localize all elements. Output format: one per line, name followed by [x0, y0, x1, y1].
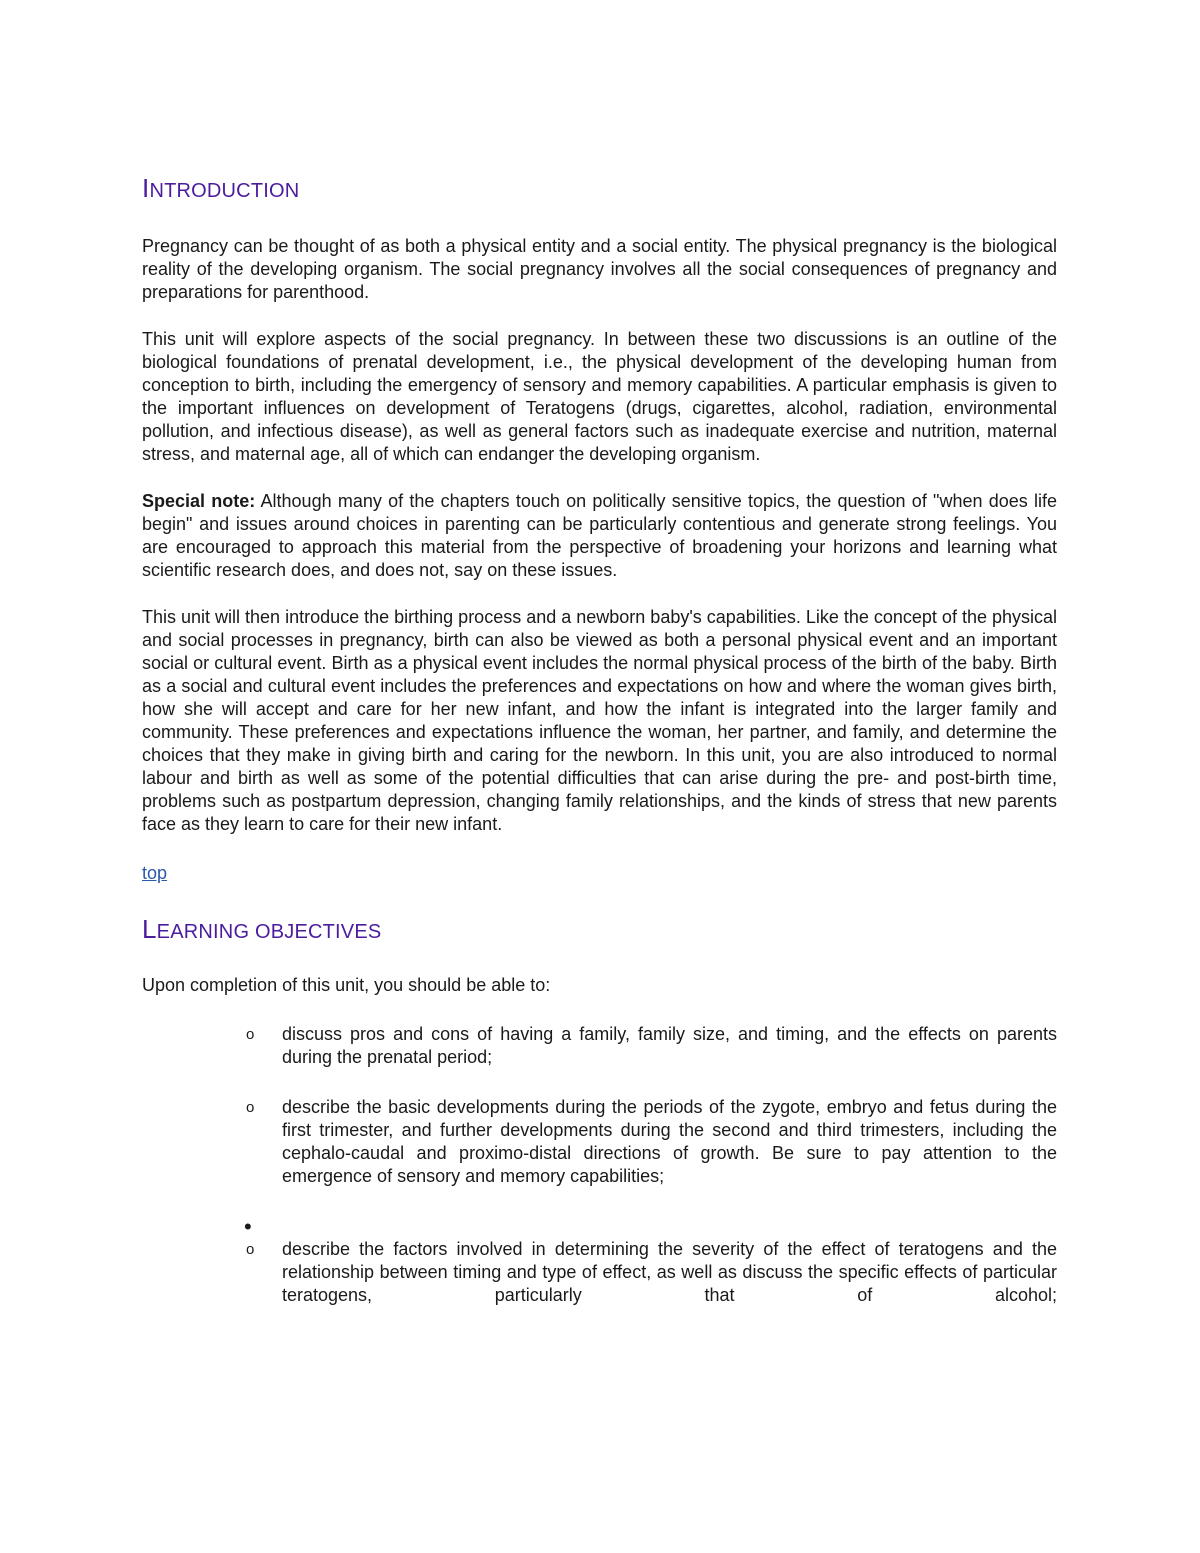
intro-paragraph-1: Pregnancy can be thought of as both a physical entity and a social entity. The physical pregnancy is the biological reality of the developing organism. The social pregnancy involves all the social consequences of pregnancy and preparations for parenthood. — [142, 236, 1057, 302]
special-note-text: Although many of the chapters touch on politically sensitive topics, the question of "when does life begin" and issues around choices in parenting can be particularly contentious and generate strong feelings. You are encouraged to approach this material from the perspective of broadening your horizons and learning what scientific research does, and does not, say on these issues. — [142, 491, 1058, 580]
special-note-paragraph — [142, 490, 1057, 582]
objectives-list — [142, 1023, 1057, 1307]
list-marker-circle: o — [246, 1241, 255, 1258]
objective-item — [142, 1238, 1057, 1307]
special-note-label: Special note: — [142, 491, 256, 511]
objective-text: describe the basic developments during the periods of the zygote, embryo and fetus during the first trimester, and further developments during the second and third trimesters, including the cephalo-caudal and proximo-distal directions of growth. Be sure to pay attention to the emergence of sensory and memory capabilities; — [282, 1097, 1057, 1186]
objective-text: describe the factors involved in determining the severity of the effect of teratogens and the relationship between timing and type of effect, as well as discuss the specific effects of particular teratogens, particularly that of alcohol; — [282, 1239, 1057, 1305]
introduction-heading-initial: I — [142, 173, 150, 203]
objective-item — [142, 1023, 1057, 1069]
objectives-heading-initial: L — [142, 914, 157, 944]
list-marker-circle: o — [246, 1026, 255, 1043]
intro-paragraph-2: This unit will explore aspects of the social pregnancy. In between these two discussions is an outline of the biological foundations of prenatal development, i.e., the physical development of the developing human from conception to birth, including the emergency of sensory and memory capabilities. A particular emphasis is given to the important influences on development of Teratogens (drugs, cigarettes, alcohol, radiation, environmental pollution, and infectious disease), as well as general factors such as inadequate exercise and nutrition, maternal stress, and maternal age, all of which can endanger the developing organism. — [142, 329, 1057, 464]
document-page — [142, 170, 1057, 1334]
top-link[interactable]: top — [142, 863, 168, 883]
objective-item — [142, 1096, 1057, 1188]
learning-objectives-heading — [142, 911, 1057, 950]
list-marker-circle: o — [246, 1099, 255, 1116]
introduction-heading — [142, 170, 1057, 209]
list-marker-bullet: • — [244, 1214, 252, 1239]
intro-paragraph-4: This unit will then introduce the birthing process and a newborn baby's capabilities. Like the concept of the physical and social processes in pregnancy, birth can also be viewed as both a personal physical event and an important social or cultural event. Birth as a physical event includes the normal physical process of the birth of the baby. Birth as a social and cultural event includes the preferences and expectations on how and where the woman gives birth, how she will accept and care for her new infant, and how the infant is integrated into the larger family and community. These preferences and expectations influence the woman, her partner, and family, and determine the choices that they make in giving birth and caring for the newborn. In this unit, you are also introduced to normal labour and birth as well as some of the potential difficulties that can arise during the pre- and post-birth time, problems such as postpartum depression, changing family relationships, and the kinds of stress that new parents face as they learn to care for their new infant. — [142, 607, 1057, 834]
objectives-intro: Upon completion of this unit, you should be able to: — [142, 975, 551, 995]
objective-text: discuss pros and cons of having a family, family size, and timing, and the effects on parents during the prenatal period; — [282, 1024, 1057, 1067]
introduction-heading-text: NTRODUCTION — [149, 180, 300, 202]
objective-item-empty — [142, 1215, 1057, 1238]
objectives-heading-text: EARNING OBJECTIVES — [156, 921, 382, 943]
